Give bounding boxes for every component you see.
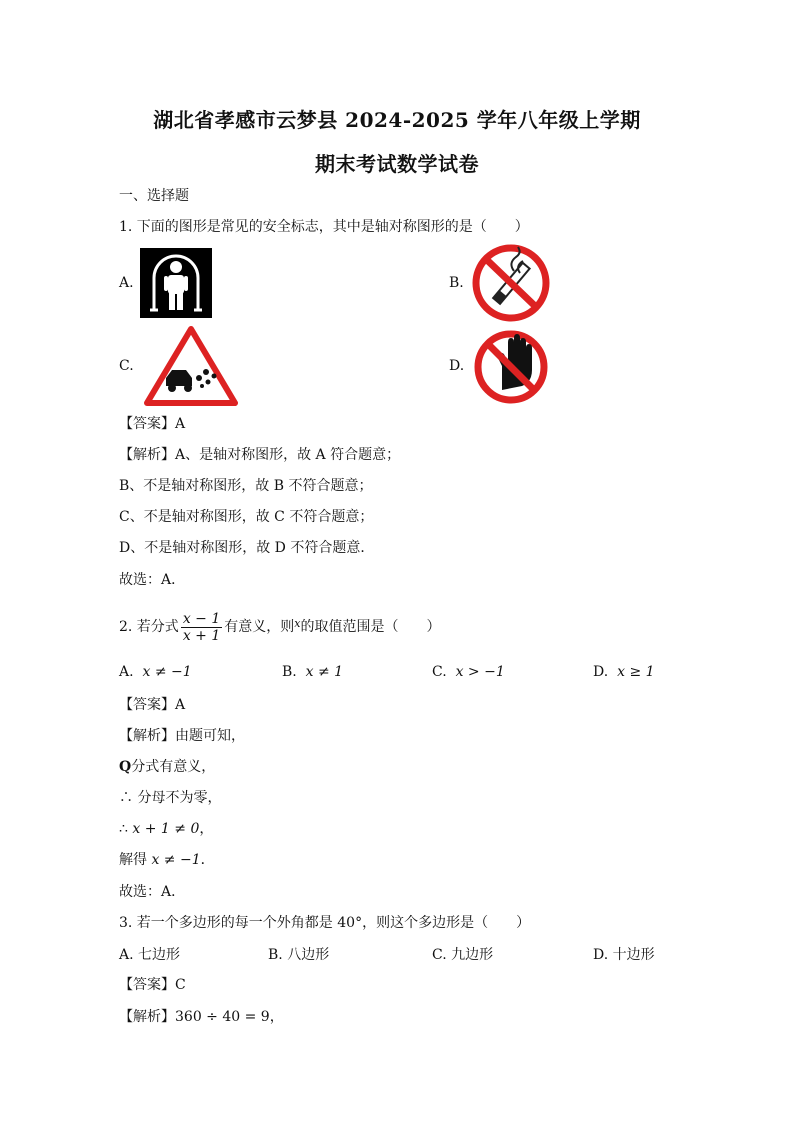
- q1-analysis-line3: C、不是轴对称图形，故 C 不符合题意；: [119, 509, 374, 525]
- q1-option-a-label: A.: [119, 275, 134, 291]
- q3-option-b: B. 八边形: [268, 947, 330, 963]
- q2-analysis-head: 【解析】由题可知，: [119, 728, 245, 744]
- q2-analysis-line4-pre: 解得: [119, 852, 147, 868]
- q2-option-b: [282, 664, 343, 680]
- q2-analysis-line1-text: 分式有意义，: [131, 759, 216, 775]
- q2-fraction-numerator: x − 1: [182, 610, 221, 627]
- q2-option-b-expr: x ≠ 1: [305, 664, 344, 680]
- q3-option-c: C. 九边形: [432, 947, 494, 963]
- q2-analysis-line3: [119, 819, 213, 839]
- q2-option-c-label: C.: [432, 664, 447, 680]
- exam-title-line2: 期末考试数学试卷: [315, 152, 479, 176]
- q2-answer: 【答案】A: [119, 697, 186, 713]
- q2-option-d-label: D.: [593, 664, 609, 680]
- q2-analysis-line3-post: ，: [199, 821, 214, 837]
- q1-answer: 【答案】A: [119, 416, 186, 432]
- q2-stem-post: 的取值范围是（ ）: [300, 619, 441, 635]
- q2-stem-pre: 2. 若分式: [119, 619, 179, 635]
- q2-variable: x: [294, 617, 301, 630]
- q1-analysis-line4: D、不是轴对称图形，故 D 不符合题意．: [119, 540, 375, 556]
- q2-option-b-label: B.: [282, 664, 297, 680]
- q2-stem-mid: 有意义，则: [224, 619, 295, 635]
- q3-analysis-head: 【解析】: [119, 1009, 175, 1025]
- q2-option-c-expr: x > −1: [455, 664, 505, 680]
- q3-analysis-expr: 360 ÷ 40 = 9: [175, 1009, 270, 1025]
- q3-option-a: A. 七边形: [119, 947, 181, 963]
- q2-option-d-expr: x ≥ 1: [617, 664, 655, 680]
- q3-analysis: [119, 1007, 284, 1027]
- q3-analysis-post: ，: [269, 1009, 284, 1025]
- emergency-exit-sign-icon: [140, 248, 212, 322]
- flying-gravel-warning-sign-icon: [144, 326, 238, 410]
- q2-analysis-line4-post: ．: [200, 852, 215, 868]
- therefore-symbol: ∴: [119, 821, 128, 837]
- q2-analysis-line1: [119, 757, 215, 777]
- q3-answer: 【答案】C: [119, 977, 186, 993]
- no-smoking-sign-icon: [470, 243, 552, 327]
- exam-title-line1: 湖北省孝感市云梦县 2024-2025 学年八年级上学期: [153, 108, 641, 132]
- q2-analysis-line3-expr: x + 1 ≠ 0: [132, 821, 200, 837]
- q1-option-b-label: B.: [449, 275, 464, 291]
- because-symbol: Q: [119, 759, 132, 775]
- q2-stem: [119, 604, 440, 647]
- q2-option-a-label: A.: [119, 664, 134, 680]
- q1-stem: 1. 下面的图形是常见的安全标志，其中是轴对称图形的是（ ）: [119, 219, 529, 235]
- q1-conclusion: 故选：A．: [119, 572, 186, 588]
- q1-option-c-label: C.: [119, 358, 134, 374]
- no-touching-sign-icon: [472, 328, 550, 410]
- section-heading: 一、选择题: [119, 188, 189, 204]
- q2-fraction-denominator: x + 1: [182, 627, 221, 644]
- q2-analysis-line4: [119, 850, 215, 870]
- q2-fraction: [181, 611, 222, 644]
- q3-stem: 3. 若一个多边形的每一个外角都是 40°，则这个多边形是（ ）: [119, 915, 531, 931]
- q2-analysis-line4-expr: x ≠ −1: [151, 852, 201, 868]
- q2-analysis-line2: ∴ 分母不为零，: [119, 790, 222, 806]
- q1-analysis-line2: B、不是轴对称图形，故 B 不符合题意；: [119, 478, 373, 494]
- q2-option-c: [432, 664, 505, 680]
- q3-option-d: D. 十边形: [593, 947, 655, 963]
- q1-analysis-line1: 【解析】A、是轴对称图形，故 A 符合题意；: [119, 447, 401, 463]
- q1-option-d-label: D.: [449, 358, 465, 374]
- q2-option-a: [119, 664, 192, 680]
- q2-conclusion: 故选：A．: [119, 884, 186, 900]
- q2-option-d: [593, 664, 655, 680]
- q2-option-a-expr: x ≠ −1: [142, 664, 192, 680]
